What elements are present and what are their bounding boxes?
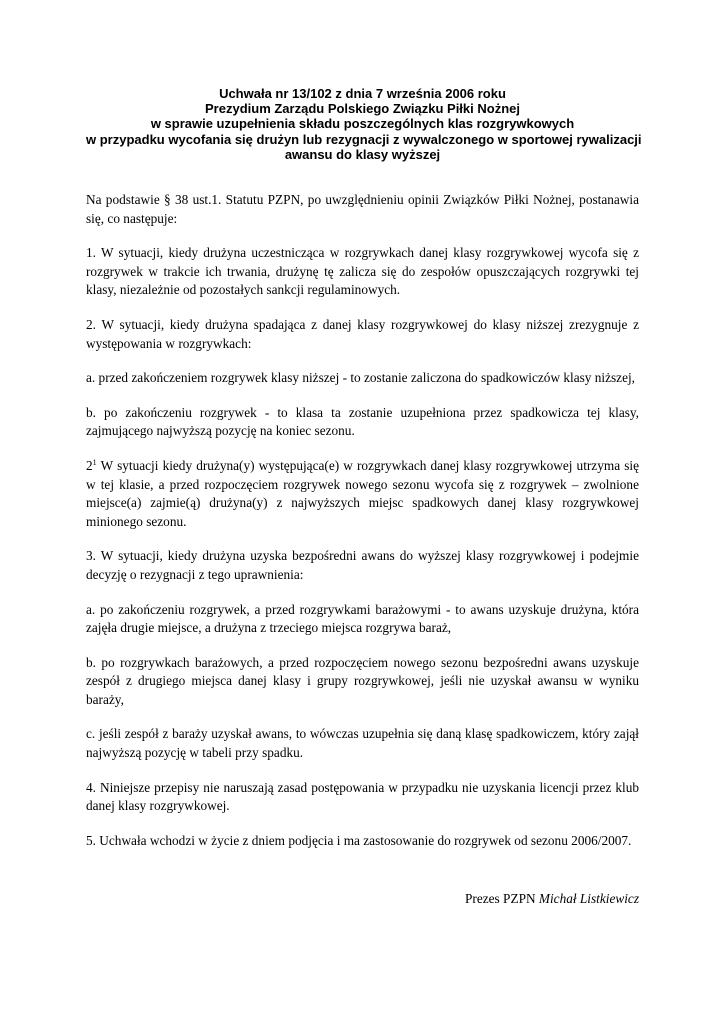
title-line-1: Uchwała nr 13/102 z dnia 7 września 2006 roku	[219, 86, 506, 101]
signature-role: Prezes PZPN	[465, 891, 536, 907]
superscript-number: 1	[92, 457, 97, 467]
paragraph-2-1-text: W sytuacji kiedy drużyna(y) występująca(e) w rozgrywkach danej klasy rozgrywkowej utrzyma się w tej klasie, a przed rozpoczęciem rozgrywek nowego sezonu wycofa się z rozgrywek – zwolnione miejsce(a) zajmie(ą) drużyna(y) z najwyższych miejsc spadkowych danej klasy rozgrywkowej minionego sezonu.	[86, 457, 639, 529]
paragraph-3b: b. po rozgrywkach barażowych, a przed rozpoczęciem nowego sezonu bezpośredni awans uzyskuje zespół z drugiego miejsca danej klasy i grupy rozgrywkowej, jeśli nie uzyskał awansu w wyniku baraży,	[86, 654, 639, 707]
signature-name: Michał Listkiewicz	[538, 891, 639, 907]
paragraph-2a: a. przed zakończeniem rozgrywek klasy niższej - to zostanie zaliczona do spadkowiczów klasy niższej,	[86, 370, 636, 386]
title-line-5: awansu do klasy wyższej	[284, 146, 441, 162]
resolution-body	[86, 191, 639, 909]
paragraph-3: 3. W sytuacji, kiedy drużyna uzyska bezpośredni awans do wyższej klasy rozgrywkowej i podejmie decyzję o rezygnacji z tego uprawnienia:	[86, 548, 639, 582]
paragraph-2-1	[86, 457, 639, 531]
document-page	[86, 0, 642, 925]
title-line-3: w sprawie uzupełnienia składu poszczególnych klas rozgrywkowych	[150, 116, 575, 132]
paragraph-2b: b. po zakończeniu rozgrywek - to klasa ta zostanie uzupełniona przez spadkowicza tej klasy, zajmującego najwyższą pozycję na koniec sezonu.	[86, 404, 639, 439]
title-line-4: w przypadku wycofania się drużyn lub rezygnacji z wywalczonego w sportowej rywalizacji	[86, 131, 642, 147]
title-line-2: Prezydium Zarządu Polskiego Związku Piłki Nożnej	[205, 101, 520, 117]
resolution-title	[86, 86, 642, 162]
paragraph-2: 2. W sytuacji, kiedy drużyna spadająca z danej klasy rozgrywkowej do klasy niższej zrezygnuje z występowania w rozgrywkach:	[86, 316, 639, 351]
paragraph-number: 2	[86, 457, 93, 473]
paragraph-1: 1. W sytuacji, kiedy drużyna uczestnicząca w rozgrywkach danej klasy rozgrywkowej wycofa się z rozgrywek w trakcie ich trwania, drużynę tę zalicza się do zespołów opuszczających rozgrywki tej klasy, niezależnie od pozostałych sankcji regulaminowych.	[86, 245, 639, 298]
intro-paragraph: Na podstawie § 38 ust.1. Statutu PZPN, po uwzględnieniu opinii Związków Piłki Nożnej, postanawia się, co następuje:	[86, 192, 639, 226]
paragraph-4: 4. Niniejsze przepisy nie naruszają zasad postępowania w przypadku nie uzyskania licencji przez klub danej klasy rozgrywkowej.	[86, 779, 639, 814]
paragraph-3a: a. po zakończeniu rozgrywek, a przed rozgrywkami barażowymi - to awans uzyskuje drużyna, która zajęła drugie miejsce, a drużyna z trzeciego miejsca rozgrywa baraż,	[86, 601, 639, 636]
paragraph-5: 5. Uchwała wchodzi w życie z dniem podjęcia i ma zastosowanie do rozgrywek od sezonu 2006/2007.	[86, 832, 632, 848]
paragraph-3c: c. jeśli zespół z baraży uzyskał awans, to wówczas uzupełnia się daną klasę spadkowiczem, który zajął najwyższą pozycję w tabeli przy spadku.	[86, 726, 639, 761]
signature	[86, 890, 639, 909]
